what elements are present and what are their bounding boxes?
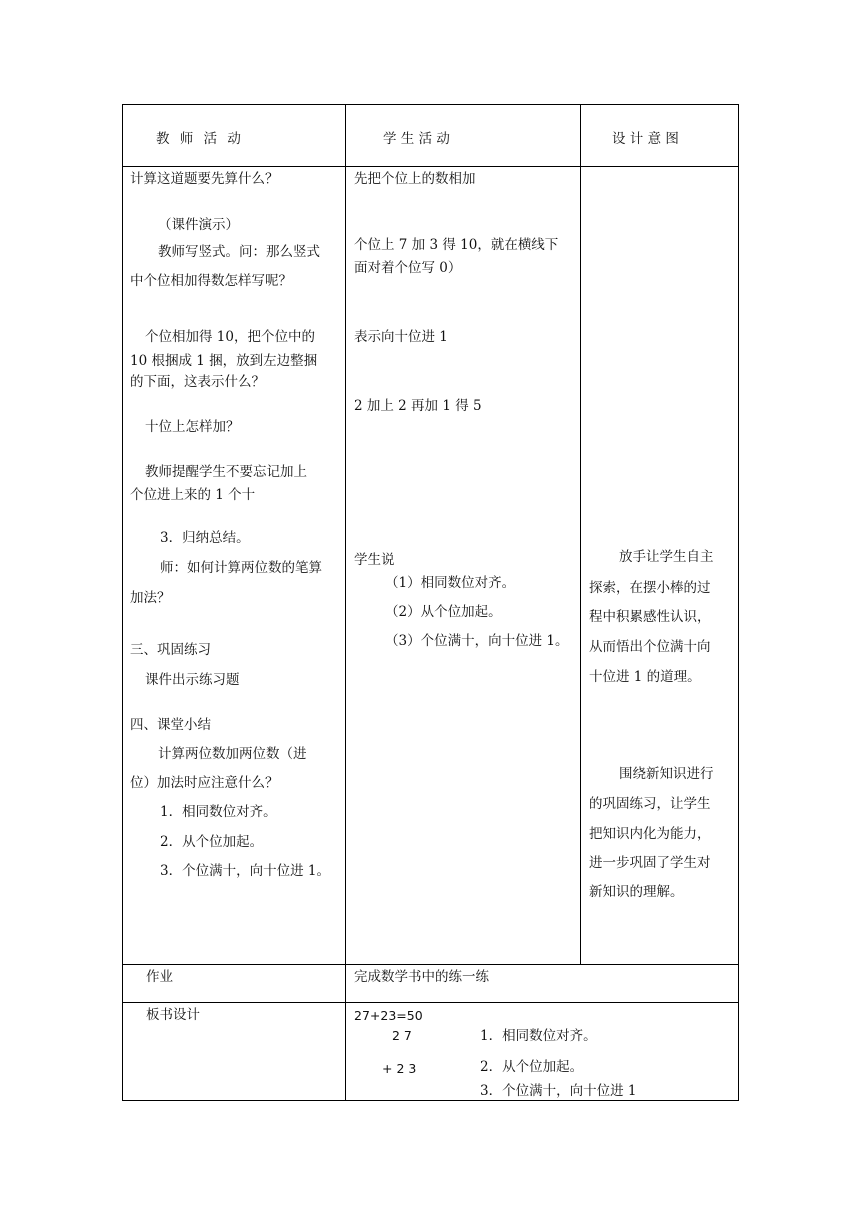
design-line: 放手让学生自主: [619, 549, 714, 565]
teacher-line: 2．从个位加起。: [160, 834, 264, 850]
section-heading: 三、巩固练习: [130, 642, 211, 658]
student-line: 学生说: [354, 552, 395, 568]
teacher-line: 十位上怎样加？: [145, 419, 240, 435]
board-point: 1．相同数位对齐。: [480, 1028, 597, 1044]
design-line: 新知识的理解。: [589, 884, 684, 900]
design-line: 十位进 1 的道理。: [589, 669, 701, 685]
header-divider: [122, 166, 739, 167]
teacher-line: 师：如何计算两位数的笔算: [160, 560, 322, 576]
student-line: （1）相同数位对齐。: [385, 575, 516, 591]
homework-content: 完成数学书中的练一练: [354, 969, 489, 985]
teacher-line: 计算两位数加两位数（进: [158, 746, 307, 762]
teacher-line: 教师提醒学生不要忘记加上: [145, 464, 307, 480]
section-heading: 四、课堂小结: [130, 717, 211, 733]
teacher-line: 3．归纳总结。: [160, 530, 250, 546]
student-line: 面对着个位写 0）: [354, 260, 462, 276]
teacher-line: 中个位相加得数怎样写呢？: [130, 273, 292, 289]
table-border-top: [122, 104, 739, 105]
student-line: 个位上 7 加 3 得 10，就在横线下: [354, 237, 559, 253]
column-divider-2: [580, 104, 581, 965]
design-line: 程中积累感性认识，: [589, 609, 711, 625]
teacher-line: （课件演示）: [158, 217, 239, 233]
teacher-line: 加法？: [130, 590, 171, 606]
header-student-activity: 学 生 活 动: [383, 131, 450, 147]
vertical-addend-bottom: + 2 3: [382, 1061, 417, 1076]
vertical-addend-top: 2 7: [392, 1028, 412, 1043]
design-line: 从而悟出个位满十向: [589, 639, 711, 655]
design-line: 的巩固练习，让学生: [589, 796, 711, 812]
teacher-line: 个位相加得 10，把个位中的: [145, 329, 315, 345]
teacher-line: 3．个位满十，向十位进 1。: [160, 863, 330, 879]
table-border-bottom: [122, 1100, 739, 1101]
design-line: 进一步巩固了学生对: [589, 855, 711, 871]
teacher-line: 个位进上来的 1 个十: [130, 487, 256, 503]
table-border-right: [738, 104, 739, 1101]
board-point: 3．个位满十，向十位进 1: [480, 1083, 637, 1099]
design-line: 探索，在摆小棒的过: [589, 580, 711, 596]
design-line: 围绕新知识进行: [619, 766, 714, 782]
homework-label: 作业: [146, 969, 173, 985]
teacher-line: 的下面，这表示什么？: [130, 374, 265, 390]
body-divider: [122, 964, 739, 965]
board-equation: 27+23=50: [354, 1008, 423, 1023]
teacher-line: 1．相同数位对齐。: [160, 804, 277, 820]
table-border-left: [122, 104, 123, 1101]
teacher-line: 10 根捆成 1 捆，放到左边整捆: [130, 353, 318, 369]
board-point: 2．从个位加起。: [480, 1059, 584, 1075]
student-line: （3）个位满十，向十位进 1。: [385, 633, 569, 649]
design-line: 把知识内化为能力，: [589, 826, 711, 842]
student-line: 先把个位上的数相加: [354, 171, 476, 187]
header-design-intent: 设 计 意 图: [612, 131, 679, 147]
teacher-line: 计算这道题要先算什么？: [130, 171, 279, 187]
teacher-line: 教师写竖式。问：那么竖式: [158, 244, 320, 260]
teacher-line: 课件出示练习题: [145, 672, 240, 688]
student-line: （2）从个位加起。: [385, 604, 502, 620]
student-line: 表示向十位进 1: [354, 329, 448, 345]
student-line: 2 加上 2 再加 1 得 5: [354, 398, 482, 414]
homework-divider: [122, 1002, 739, 1003]
column-divider-1: [345, 104, 346, 1101]
header-teacher-activity: 教 师 活 动: [156, 131, 241, 147]
board-design-label: 板书设计: [146, 1007, 200, 1023]
teacher-line: 位）加法时应注意什么？: [130, 775, 279, 791]
